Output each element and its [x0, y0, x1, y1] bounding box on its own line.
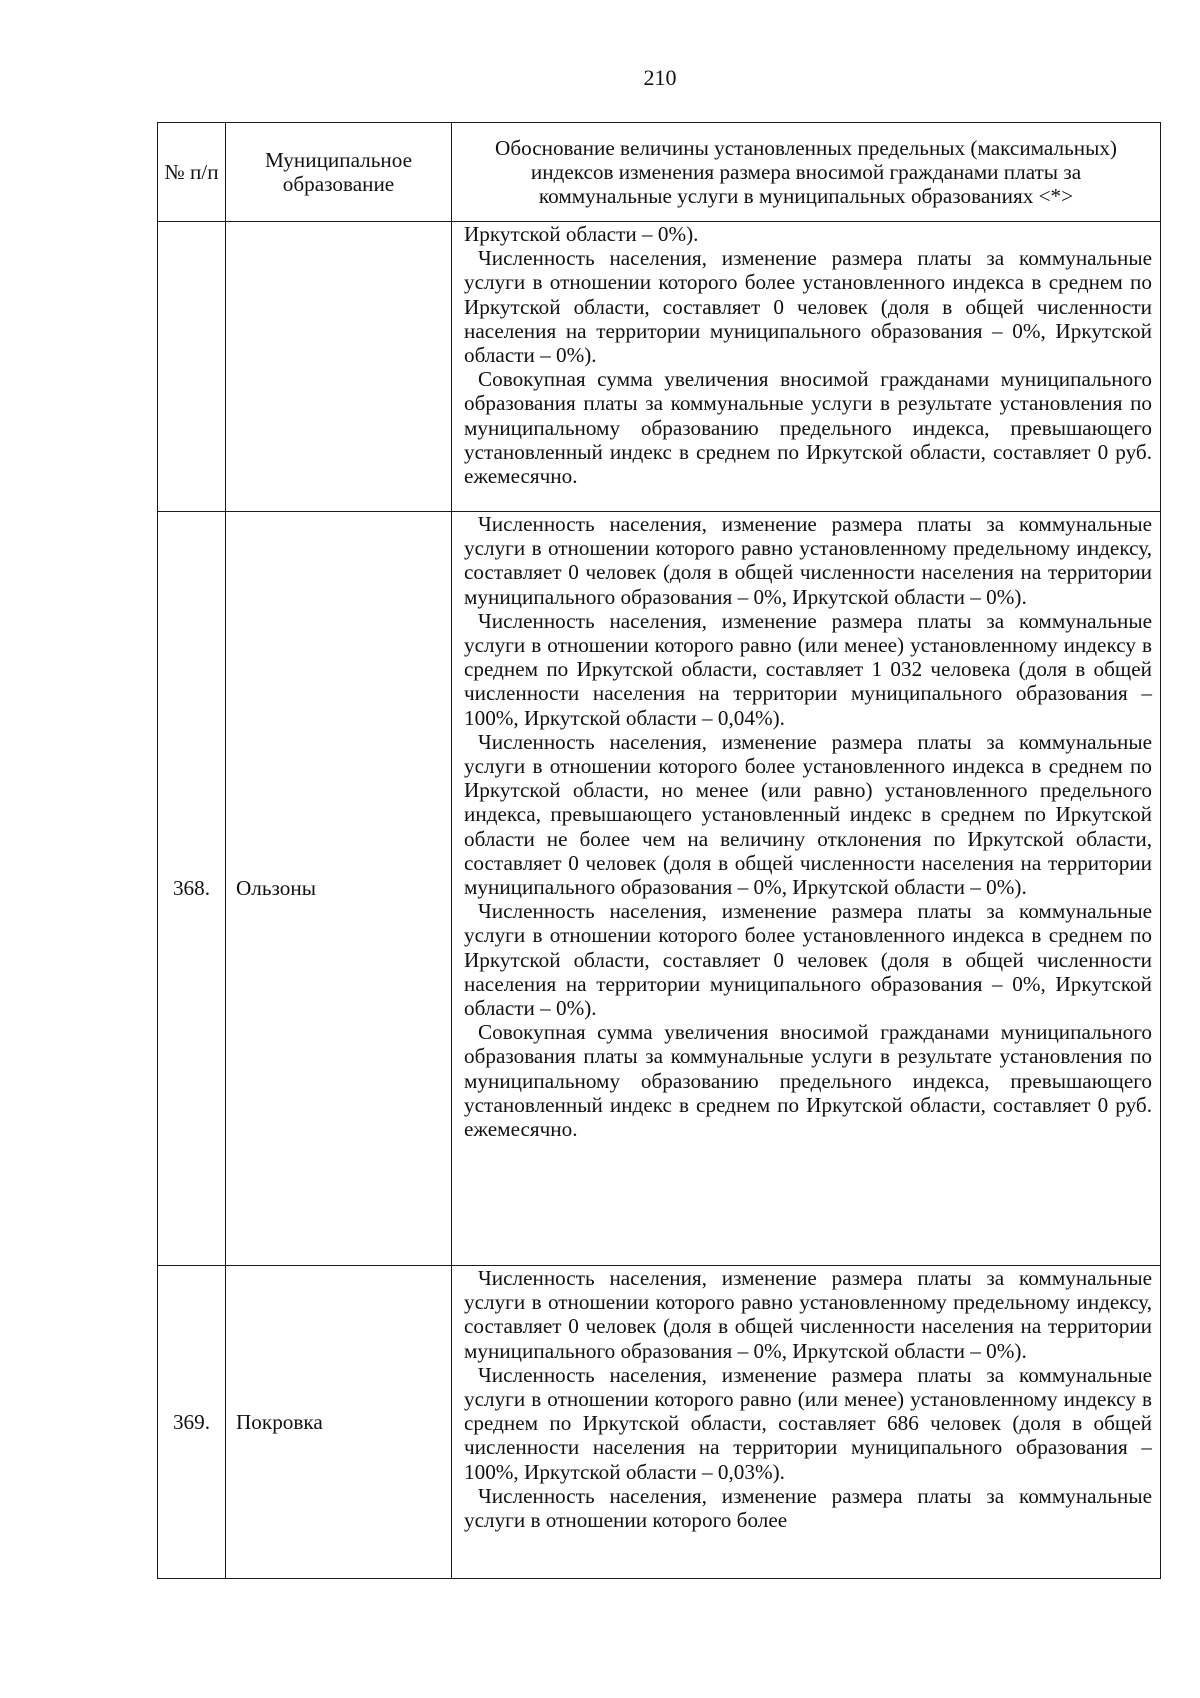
table-row	[158, 1266, 1161, 1579]
justification-paragraph: Численность населения, изменение размера платы за коммунальные услуги в отношении которого равно установленному предельному индексу, составляет 0 человек (доля в общей численности населения на территории муниципального образования – 0%, Иркутской области – 0%).	[464, 512, 1152, 609]
justification-paragraph: Совокупная сумма увеличения вносимой гражданами муниципального образования платы за коммунальные услуги в результате установления по муниципальному образованию предельного индекса, превышающего установленный индекс в среднем по Иркутской области, составляет 0 руб. ежемесячно.	[464, 367, 1152, 489]
header-number: № п/п	[158, 123, 226, 222]
tariff-index-table	[157, 122, 1161, 1579]
table-row	[158, 512, 1161, 1266]
row-number: 368.	[158, 512, 226, 1266]
justification-paragraph: Численность населения, изменение размера платы за коммунальные услуги в отношении которого равно (или менее) установленному индексу в среднем по Иркутской области, составляет 686 человек (доля в общей численности населения на территории муниципального образования – 100%, Иркутской области – 0,03%).	[464, 1362, 1152, 1484]
row-justification	[452, 222, 1161, 512]
header-justification: Обоснование величины установленных предельных (максимальных) индексов изменения размера вносимой гражданами платы за коммунальные услуги в муниципальных образованиях <*>	[452, 123, 1161, 222]
justification-clip	[464, 1266, 1152, 1578]
row-justification	[452, 512, 1161, 1266]
header-municipality: Муниципальное образование	[226, 123, 452, 222]
page-number: 210	[643, 65, 677, 90]
row-justification	[452, 1266, 1161, 1579]
justification-paragraph: Численность населения, изменение размера платы за коммунальные услуги в отношении которого более установленного индекса в среднем по Иркутской области, но менее (или равно) установленного предельного индекса, превышающего установленный индекс в среднем по Иркутской области не более чем на величину отклонения по Иркутской области, составляет 0 человек (доля в общей численности населения на территории муниципального образования – 0%, Иркутской области – 0%).	[464, 729, 1152, 900]
row-municipality: Покровка	[226, 1266, 452, 1579]
row-number	[158, 222, 226, 512]
table-row	[158, 222, 1161, 512]
justification-paragraph: Численность населения, изменение размера платы за коммунальные услуги в отношении которого равно установленному предельному индексу, составляет 0 человек (доля в общей численности населения на территории муниципального образования – 0%, Иркутской области – 0%).	[464, 1266, 1152, 1363]
row-number: 369.	[158, 1266, 226, 1579]
row-municipality: Ользоны	[226, 512, 452, 1266]
justification-paragraph: Численность населения, изменение размера платы за коммунальные услуги в отношении которого более	[464, 1483, 1152, 1533]
justification-paragraph: Иркутской области – 0%).	[464, 222, 699, 246]
justification-paragraph: Численность населения, изменение размера платы за коммунальные услуги в отношении которого более установленного индекса в среднем по Иркутской области, составляет 0 человек (доля в общей численности населения на территории муниципального образования – 0%, Иркутской области – 0%).	[464, 246, 1152, 368]
row-municipality	[226, 222, 452, 512]
table-header-row	[158, 123, 1161, 222]
justification-paragraph: Совокупная сумма увеличения вносимой гражданами муниципального образования платы за коммунальные услуги в результате установления по муниципальному образованию предельного индекса, превышающего установленный индекс в среднем по Иркутской области, составляет 0 руб. ежемесячно.	[464, 1020, 1152, 1142]
justification-paragraph: Численность населения, изменение размера платы за коммунальные услуги в отношении которого более установленного индекса в среднем по Иркутской области, составляет 0 человек (доля в общей численности населения на территории муниципального образования – 0%, Иркутской области – 0%).	[464, 899, 1152, 1021]
justification-paragraph: Численность населения, изменение размера платы за коммунальные услуги в отношении которого равно (или менее) установленному индексу в среднем по Иркутской области, составляет 1 032 человека (доля в общей численности населения на территории муниципального образования – 100%, Иркутской области – 0,04%).	[464, 608, 1152, 730]
